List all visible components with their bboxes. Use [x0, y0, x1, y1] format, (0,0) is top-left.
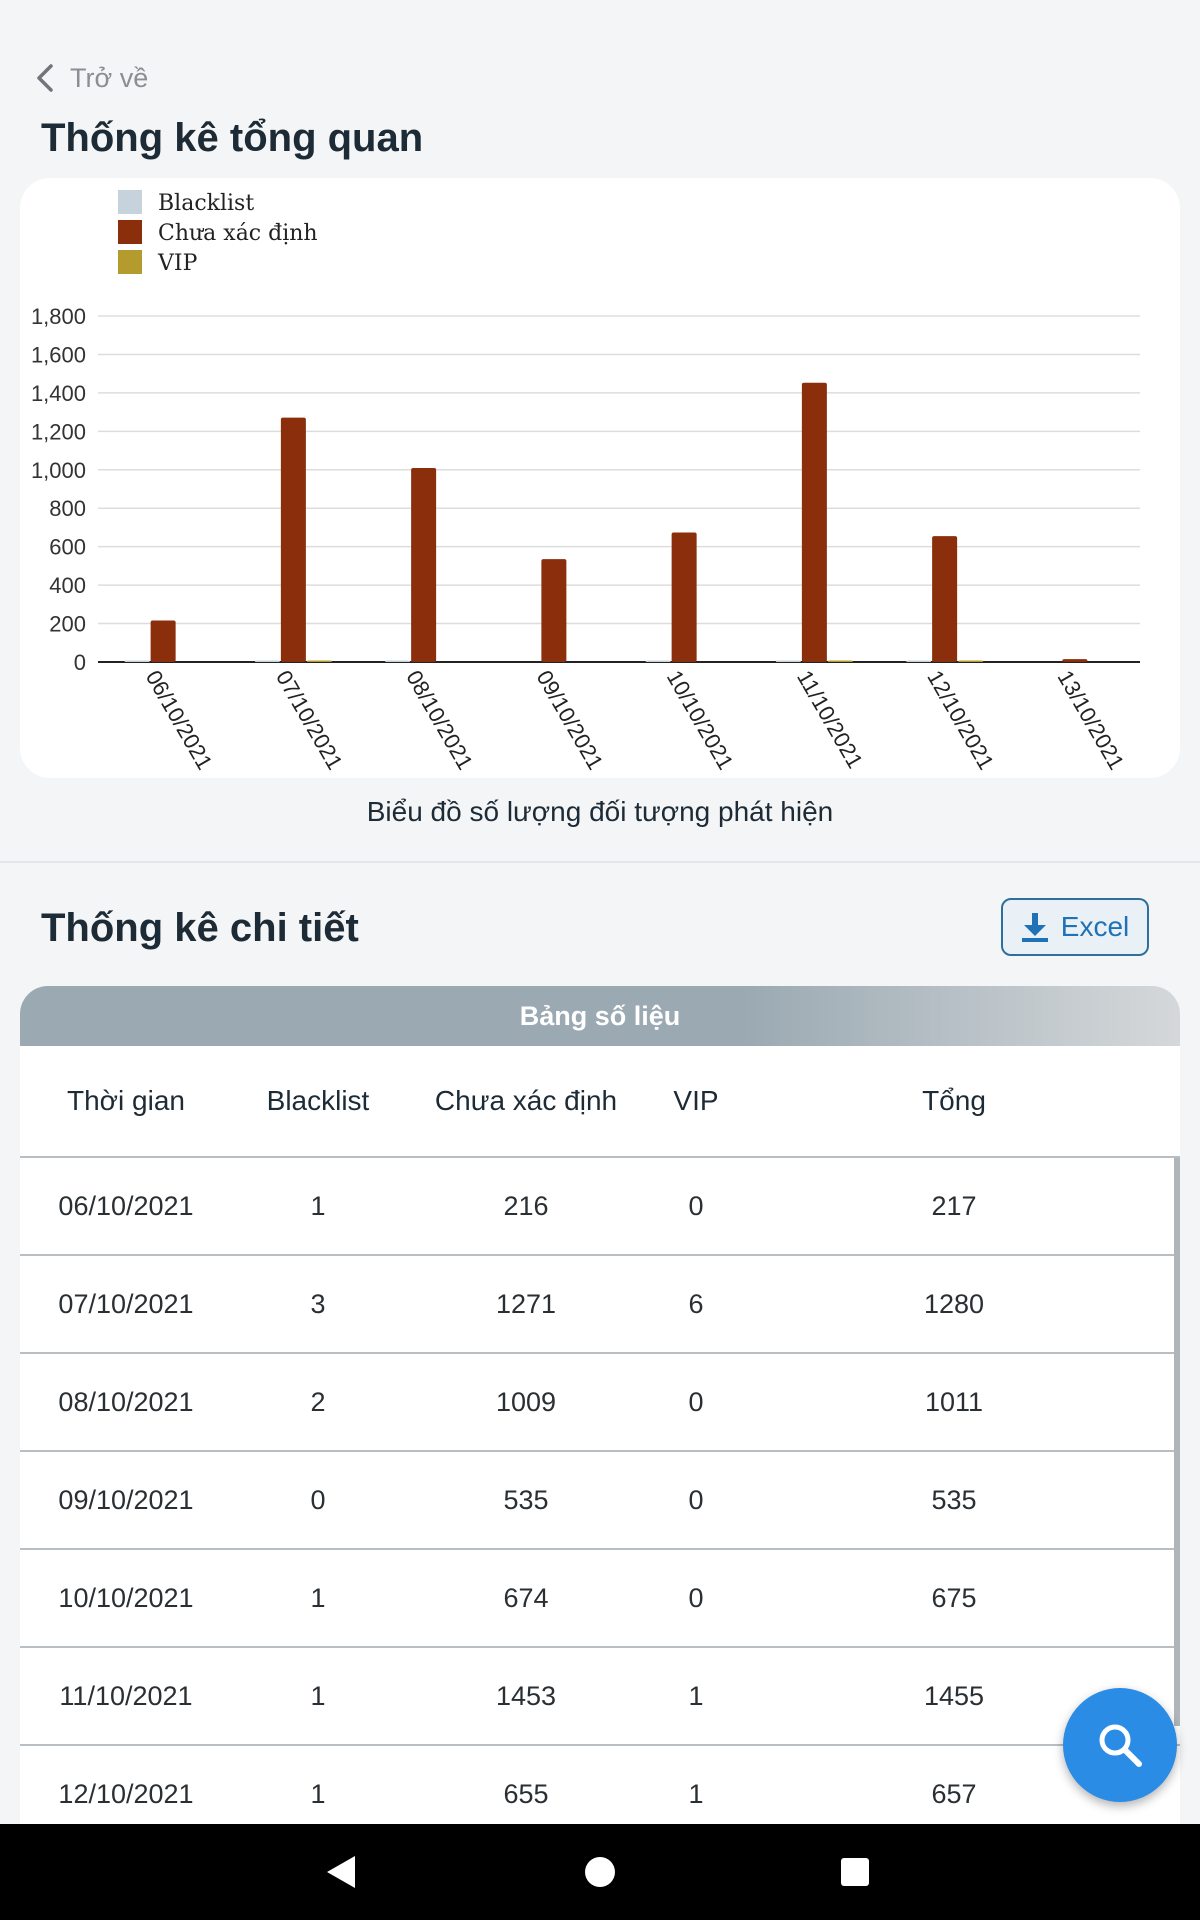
search-icon	[1094, 1719, 1146, 1771]
cell-unknown: 1271	[495, 1288, 557, 1319]
x-tick-label: 13/10/2021	[1052, 666, 1130, 774]
bar	[411, 468, 436, 662]
cell-vip: 1	[688, 1680, 704, 1711]
download-icon	[1021, 911, 1049, 943]
bar	[307, 661, 332, 663]
search-button[interactable]	[1063, 1688, 1177, 1802]
x-tick-label: 09/10/2021	[531, 666, 609, 774]
bar	[541, 559, 566, 662]
overview-title: Thống kê tổng quan	[41, 116, 424, 160]
bar-chart	[20, 178, 1180, 778]
detail-title: Thống kê chi tiết	[41, 906, 359, 950]
back-button[interactable]	[34, 60, 148, 96]
chart-caption: Biểu đồ số lượng đối tượng phát hiện	[366, 796, 834, 827]
table-row	[20, 1648, 1180, 1746]
table-header-row	[20, 1046, 1180, 1158]
bar	[281, 418, 306, 662]
bar	[958, 661, 983, 663]
table-row	[20, 1158, 1180, 1256]
back-label: Trở về	[70, 62, 149, 93]
column-header-blacklist: Blacklist	[266, 1085, 370, 1116]
cell-unknown: 216	[503, 1190, 549, 1221]
cell-vip: 1	[688, 1778, 704, 1809]
bar	[802, 383, 827, 662]
cell-vip: 6	[688, 1288, 704, 1319]
y-tick-label: 200	[49, 611, 86, 637]
y-tick-label: 1,600	[30, 342, 86, 368]
y-tick-label: 1,000	[30, 457, 86, 483]
nav-recents-button[interactable]	[831, 1848, 879, 1896]
legend-swatch	[118, 190, 142, 214]
cell-total: 657	[931, 1778, 977, 1809]
bar	[1062, 659, 1087, 662]
cell-unknown: 674	[503, 1582, 549, 1613]
legend-label: Blacklist	[158, 191, 255, 216]
column-header-vip: VIP	[673, 1085, 719, 1116]
cell-vip: 0	[688, 1484, 704, 1515]
x-tick-label: 11/10/2021	[792, 666, 868, 773]
cell-unknown: 655	[503, 1778, 549, 1809]
cell-total: 217	[931, 1190, 977, 1221]
y-tick-label: 1,400	[30, 380, 86, 406]
cell-blacklist: 1	[310, 1778, 326, 1809]
circle-home-icon	[584, 1856, 616, 1888]
system-navigation-bar	[0, 1824, 1200, 1920]
bar	[151, 620, 176, 662]
cell-blacklist: 1	[310, 1680, 326, 1711]
chevron-left-icon	[34, 62, 56, 94]
cell-unknown: 535	[503, 1484, 549, 1515]
table-row	[20, 1354, 1180, 1452]
column-header-time: Thời gian	[67, 1085, 185, 1116]
cell-blacklist: 2	[310, 1386, 326, 1417]
cell-total: 1011	[924, 1386, 984, 1417]
y-tick-label: 800	[49, 496, 86, 522]
y-tick-label: 400	[49, 573, 86, 599]
cell-unknown: 1009	[495, 1386, 557, 1417]
cell-blacklist: 0	[310, 1484, 326, 1515]
table-body	[20, 1158, 1180, 1826]
x-tick-label: 08/10/2021	[401, 666, 479, 774]
legend-label: VIP	[158, 251, 198, 276]
chart-card	[20, 178, 1180, 778]
table-row	[20, 1746, 1180, 1826]
excel-label: Excel	[1060, 911, 1130, 942]
table-row	[20, 1452, 1180, 1550]
cell-total: 675	[931, 1582, 977, 1613]
excel-export-button[interactable]	[1001, 898, 1149, 956]
x-tick-label: 12/10/2021	[922, 666, 1000, 774]
y-tick-label: 0	[73, 650, 86, 675]
triangle-back-icon	[325, 1854, 359, 1890]
cell-blacklist: 1	[310, 1582, 326, 1613]
x-tick-label: 10/10/2021	[661, 666, 739, 774]
cell-vip: 0	[688, 1190, 704, 1221]
cell-total: 1280	[923, 1288, 985, 1319]
table-row	[20, 1256, 1180, 1354]
cell-unknown: 1453	[495, 1680, 557, 1711]
table-scrollbar[interactable]	[1174, 1158, 1180, 1726]
column-header-unknown: Chưa xác định	[434, 1085, 618, 1116]
nav-home-button[interactable]	[576, 1848, 624, 1896]
nav-back-button[interactable]	[318, 1848, 366, 1896]
legend-swatch	[118, 220, 142, 244]
table-title: Bảng số liệu	[20, 986, 1180, 1046]
cell-blacklist: 3	[310, 1288, 326, 1319]
cell-vip: 0	[688, 1582, 704, 1613]
cell-total: 1455	[923, 1680, 985, 1711]
bar	[646, 661, 671, 663]
legend-label: Chưa xác định	[158, 221, 318, 246]
bar	[125, 661, 150, 663]
cell-time: 08/10/2021	[58, 1386, 194, 1417]
cell-time: 09/10/2021	[58, 1484, 194, 1515]
table-row	[20, 1550, 1180, 1648]
cell-time: 07/10/2021	[58, 1288, 194, 1319]
x-tick-label: 06/10/2021	[140, 666, 218, 774]
bar	[828, 661, 853, 663]
bar	[255, 661, 280, 663]
y-tick-label: 1,200	[30, 419, 86, 445]
bar	[385, 661, 410, 663]
cell-time: 06/10/2021	[58, 1190, 194, 1221]
cell-total: 535	[931, 1484, 977, 1515]
column-header-total: Tổng	[922, 1085, 986, 1116]
cell-time: 12/10/2021	[58, 1778, 194, 1809]
y-tick-label: 1,800	[30, 304, 86, 329]
bar	[672, 532, 697, 662]
cell-time: 10/10/2021	[58, 1582, 194, 1613]
legend-swatch	[118, 250, 142, 274]
section-divider	[0, 861, 1200, 863]
bar	[932, 536, 957, 662]
bar	[776, 661, 801, 663]
y-tick-label: 600	[49, 534, 86, 560]
square-recents-icon	[839, 1856, 871, 1888]
bar	[906, 661, 931, 663]
cell-vip: 0	[688, 1386, 704, 1417]
data-table	[20, 986, 1180, 1826]
cell-blacklist: 1	[310, 1190, 326, 1221]
cell-time: 11/10/2021	[59, 1680, 193, 1711]
x-tick-label: 07/10/2021	[271, 666, 348, 774]
